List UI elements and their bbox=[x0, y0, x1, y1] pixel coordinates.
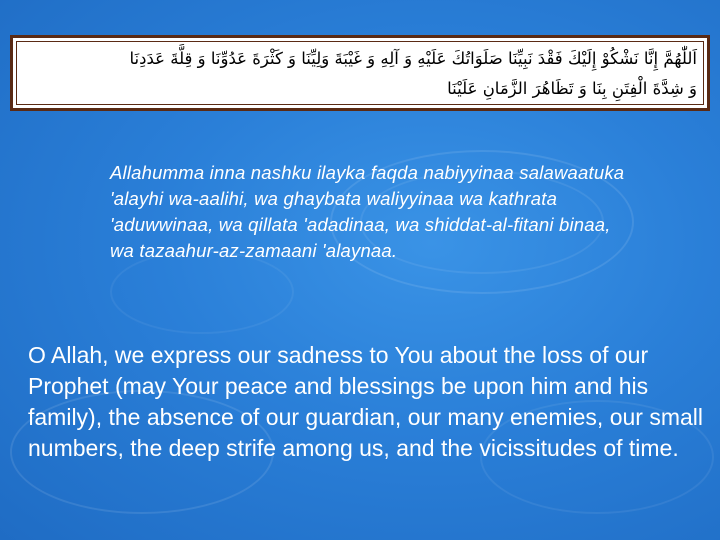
arabic-line-1: اَللّٰهُمَّ إِنَّا نَشْكُوْ إِلَيْكَ فَقْدَ نَبِيِّنَا صَلَوَاتُكَ عَلَيْهِ وَ آلِهِ وَ غَيْبَةَ وَلِيِّنَا وَ كَثْرَةَ عَدُوِّنَا وَ قِلَّةَ عَدَدِنَا bbox=[129, 49, 697, 68]
arabic-line-2: وَ شِدَّةَ الْفِتَنِ بِنَا وَ تَظَاهُرَ الزَّمَانِ عَلَيْنَا bbox=[447, 79, 697, 98]
transliteration-text: Allahumma inna nashku ilayka faqda nabiyyinaa salawaatuka 'alayhi wa-aalihi, wa ghaybata waliyyinaa wa kathrata 'aduwwinaa, wa qillata 'adadinaa, wa shiddat-al-fitani binaa, wa tazaahur-az-zamaani 'alaynaa. bbox=[110, 162, 625, 261]
arabic-supplication-box bbox=[10, 35, 710, 111]
english-translation-text: O Allah, we express our sadness to You about the loss of our Prophet (may Your peace and blessings be upon him and his family), the absence of our guardian, our many enemies, our small numbers, the deep strife among us, and the vicissitudes of time. bbox=[28, 342, 703, 461]
